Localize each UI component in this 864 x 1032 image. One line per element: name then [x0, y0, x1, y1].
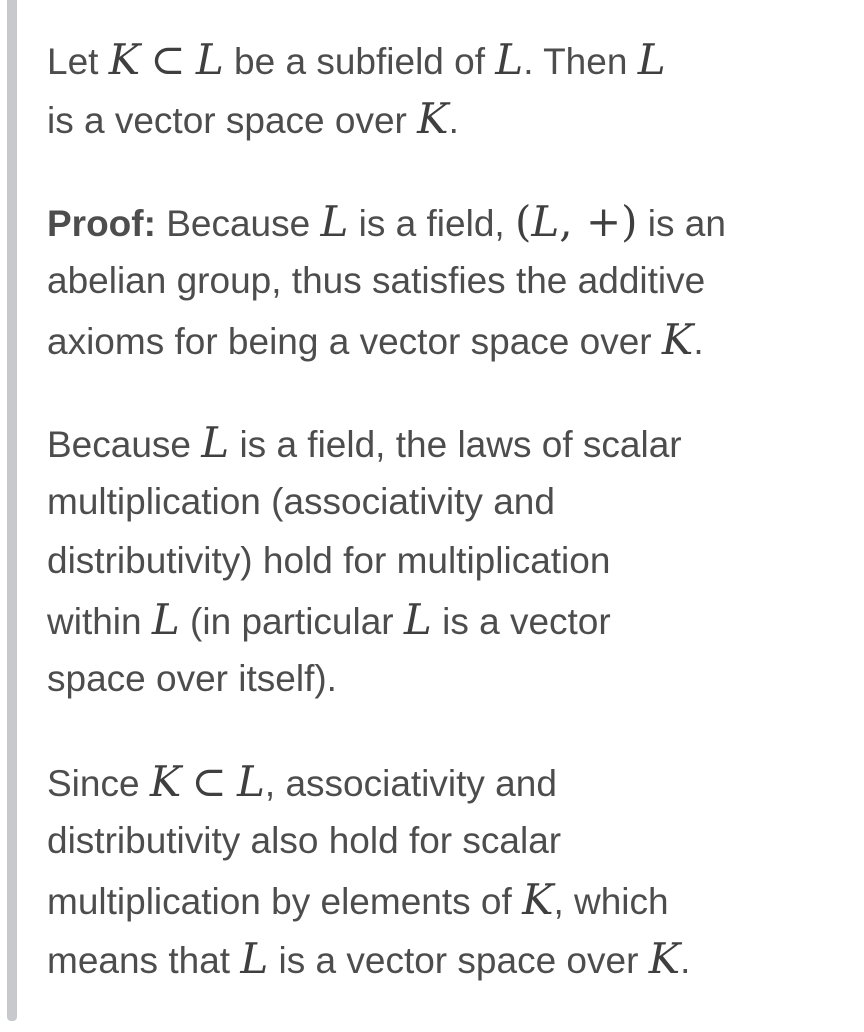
- math-symbol: L: [403, 595, 432, 644]
- math-symbol: K: [149, 757, 182, 806]
- proof-paragraph: [47, 192, 837, 369]
- math-symbol: L: [201, 418, 230, 467]
- proof-label: Proof:: [47, 203, 156, 244]
- math-symbol: ⊂: [150, 35, 186, 84]
- text-line: Since K ⊂ L, associativity and: [47, 757, 557, 806]
- math-symbol: K: [108, 35, 141, 84]
- math-symbol: L: [195, 35, 224, 84]
- text-line: multiplication (associativity and: [47, 481, 555, 522]
- math-symbol: L: [495, 35, 524, 84]
- text-line: Because L is a field, the laws of scalar: [47, 418, 682, 467]
- math-symbol: L: [320, 197, 349, 246]
- math-symbol: L: [637, 35, 666, 84]
- math-symbol: L: [237, 757, 265, 806]
- text-line: axioms for being a vector space over K.: [47, 315, 704, 364]
- text-line: is a vector space over K.: [47, 94, 459, 143]
- text-line: within L (in particular L is a vector: [47, 595, 611, 644]
- text-line: Let K ⊂ L be a subfield of L. Then L: [47, 35, 666, 84]
- math-symbol: L: [151, 595, 180, 644]
- math-symbol: (: [514, 197, 532, 246]
- math-symbol: ⊂: [191, 757, 227, 806]
- math-symbol: , +): [559, 197, 638, 246]
- math-symbol: K: [661, 315, 694, 364]
- math-symbol: L: [531, 197, 560, 246]
- text-line: multiplication by elements of K, which: [47, 875, 669, 924]
- math-symbol: K: [417, 94, 449, 143]
- conclusion-paragraph: [47, 752, 837, 988]
- math-symbol: K: [522, 875, 554, 924]
- math-symbol: L: [240, 934, 269, 983]
- proof-content: [47, 30, 837, 1032]
- text-line: Proof: Because L is a field, (L, +) is an: [47, 197, 726, 246]
- statement-paragraph: [47, 30, 837, 148]
- blockquote-bar: [7, 0, 17, 1021]
- text-line: space over itself).: [47, 658, 337, 699]
- text-line: abelian group, thus satisfies the additive: [47, 260, 706, 301]
- text-line: means that L is a vector space over K.: [47, 934, 691, 983]
- text-line: distributivity also hold for scalar: [47, 820, 562, 861]
- text-line: distributivity) hold for multiplication: [47, 540, 611, 581]
- math-symbol: K: [648, 934, 681, 983]
- proof-paragraph: [47, 413, 837, 708]
